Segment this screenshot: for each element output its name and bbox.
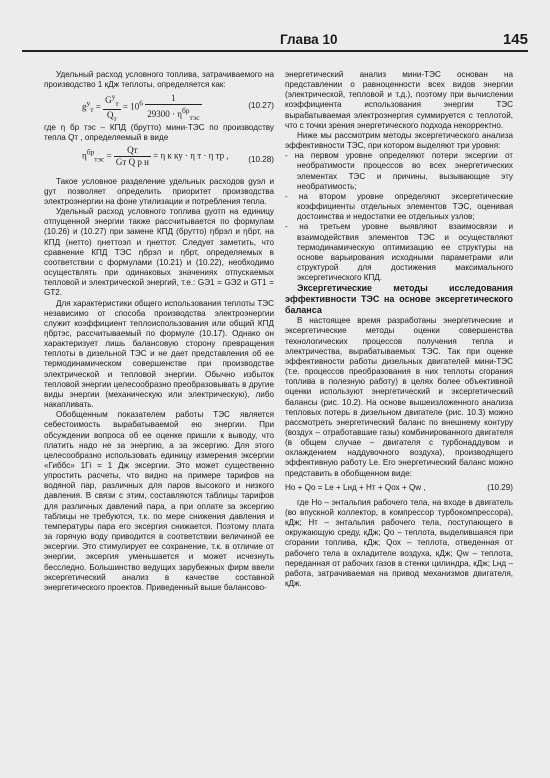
page-number: 145 xyxy=(502,31,528,48)
formula-sup: бр xyxy=(86,147,95,157)
formula-body: $g^у_т$ = $\frac{G^у_т}{Q_т}$ = $10^6$ $\frac{1}{29300 \cdot \eta^{бр}_{тэс}}$ xyxy=(82,92,200,123)
formula-sub: т xyxy=(90,105,94,115)
right-column xyxy=(285,70,513,589)
equation-number: (10.27) xyxy=(248,101,274,111)
paragraph: Удельный расход условного топлива, затрачиваемого на производство 1 кДж теплоты, определяется как: xyxy=(44,70,274,90)
formula-symbol: g xyxy=(82,101,87,112)
formula-10-28 xyxy=(44,145,274,175)
formula-equals: = 10 xyxy=(122,101,140,112)
formula-body: $\eta^{бр}_{тэс}$ = $\frac{Qт}{\text{Gт Q р н}}$ = η к ку · η т · η тр , xyxy=(82,144,229,167)
fraction xyxy=(145,93,201,123)
formula-rhs: = η к ку · η т · η тр , xyxy=(153,150,229,161)
list-item: - на первом уровне определяют потери эксергии от необратимости процессов во всех энергетических элементах ТЭС и причины, вызывающие эту необратимость; xyxy=(285,151,513,191)
paragraph: Такое условное разделение удельных расходов gуэл и gут позволяет определить приоритет производства электроэнергии на фоне утилизации и потребления тепла. xyxy=(44,176,274,206)
fraction xyxy=(114,145,151,168)
frac-top: Qт xyxy=(114,145,151,157)
frac-top: G xyxy=(105,95,112,106)
frac-bottom-sub: т xyxy=(113,113,117,123)
paragraph: Удельный расход условного топлива gуотп на единицу отпущенной энергии также рассчитывается по формулам (10.26) и (10.27) при замене КПД (брутто) ηбрэл и ηбрт, на КПД (нетто) ηнеттоэл и ηнеттот. Следует заметить, что сравнение КПД ТЭС ηбрэл и ηбрт, определяемых в соответствии с формулами (10.21) и (10.22), необходимо осуществлять при одинаковых значениях отпускаемых тепловой и электрической энергий, т.е.: GЭ1 = GЭ2 и GТ1 = GТ2. xyxy=(44,207,274,298)
frac-bottom: Q xyxy=(106,110,114,121)
frac-bottom-sub: тэс xyxy=(189,112,200,122)
frac-bottom: Gт Q р н xyxy=(115,156,149,167)
frac-top-sup: у xyxy=(111,92,116,102)
paragraph: В настоящее время разработаны энергетические и эксергетические методы оценки совершенства технологических процессов получения тепла и электричества, вырабатываемых ТЭС. Так при оценке эффективности работы дизельных двигателей мини-ТЭС (т.е. процессов преобразования в них теплоты сгорания топлива в полезную работу) в целях более объективной оценки используют энергетический и эксергетический балансы (рис. 10.2). На основе вышеизложенного анализа тепловых потерь в дизельном двигателе (рис. 10.3) можно рассмотреть энергетический баланс по внешнему контуру (воздух – отработавшие газы) комбинированного двигателя (в общем случае – двигателя с турбонаддувом и охлаждением наддувочного воздуха), производящего эффективную работу Le. Его энергетический баланс можно представить в обобщенном виде: xyxy=(285,316,513,478)
paragraph: энергетический анализ мини-ТЭС основан на представлении о равноценности всех видов энергии (электрической, тепловой и т.д.), поэтому при вычислении коэффициента использования энергии ТЭС вырабатываемая электроэнергия суммируется с теплотой, что с точки зрения энергетического подхода некорректно. xyxy=(285,70,513,130)
formula-body: Hо + Qо = Le + Lнд + Hт + Qох + Qw , xyxy=(285,482,426,492)
frac-top: 1 xyxy=(145,93,201,105)
frac-top-sub: т xyxy=(115,99,119,109)
page-header xyxy=(22,32,528,54)
equation-number: (10.28) xyxy=(248,154,274,164)
header-rule xyxy=(22,50,528,52)
list-item: - на третьем уровне выявляют взаимосвязи и взаимодействия элементов ТЭС и осуществляют термодинамическую оптимизацию ее структуры на основе варьирования исходными параметрами или структурой для достижения максимального эксергетического КПД. xyxy=(285,222,513,283)
paragraph: где η бр тэс – КПД (брутто) мини-ТЭС по производству тепла Qт , определяемый в виде xyxy=(44,123,274,143)
formula-symbol: η xyxy=(82,150,87,161)
frac-bottom-sup: бр xyxy=(181,105,190,115)
frac-bottom: 29300 · η xyxy=(147,108,182,119)
equation-number: (10.29) xyxy=(487,482,513,492)
list-item: - на втором уровне определяют эксергетические коэффициенты отдельных элементов ТЭС, оценивая достоинства и недостатки ее отдельных узлов; xyxy=(285,191,513,222)
paragraph: где Hо – энтальпия рабочего тела, на входе в двигатель (во впускной коллектор, в компрессор турбокомпрессора), кДж; Hт – энтальпия рабочего тела, поступающего в окружающую среду, кДж; Qо – теплота, выделившаяся при сгорании топлива, кДж; Qох – теплота, отведенная от рабочего тела в охладителе воздуха, кДж; Qw – теплота, переданная от рабочих газов в стенки цилиндра, кДж; Lнд – работа, затрачиваемая на привод механизмов двигателя, кДж. xyxy=(285,497,513,589)
formula-10-29 xyxy=(285,483,513,494)
paragraph: Обобщенным показателем работы ТЭС является себестоимость вырабатываемой ею энергии. При обсуждении вопроса об ее оценке пришли к выводу, что платить надо не за энергию, а за эксергию. Для этого целесообразно использовать единицу измерения эксергии «Гиббс» 1Гі = 1 Дж эксергии. Это может существенно упростить расчеты, что видно на примере тарифов на водяной пар, различных для паров высокого и низкого давления. В связи с этим, составляются таблицы тарифов для различных давлений пара, а при оплате за эксергию таблицы не требуются, т.к. по мере снижения давления и температуры пара его эксергия снижается. Поэтому плата за горячую воду приводится в соответствии величиной ее эксергии. Это стимулирует ее сохранение, т.к. в отличие от энергии, эксергия уменьшается и может исчезнуть бесследно. Большинство ведущих зарубежных фирм ввели эксергетический анализ в качестве составной энергетического проектов. Приведенный выше балансово- xyxy=(44,410,274,592)
left-column xyxy=(44,70,274,593)
formula-sub: тэс xyxy=(94,153,105,163)
fraction xyxy=(103,91,121,124)
chapter-title: Глава 10 xyxy=(280,32,338,47)
section-heading: Эксергетические методы исследования эффективности ТЭС на основе эксергетического баланса xyxy=(285,283,513,316)
formula-sup: у xyxy=(86,98,91,108)
paragraph: Ниже мы рассмотрим методы эксергетического анализа эффективности ТЭС, при котором выделяют три уровня: xyxy=(285,130,513,151)
formula-power: 6 xyxy=(139,98,143,108)
paragraph: Для характеристики общего использования теплоты ТЭС независимо от способа производства электроэнергии служит коэффициент теплоиспользования или общий КПД ηбртэс, рассчитываемый по формуле (10.17). Однако он характеризует лишь балансовую сторону превращения теплоты в дизельной ТЭС и не дает представления об ее термодинамическом совершенстве при производстве электрической и тепловой энергии. Обычно избыток тепловой энергии целесообразно преобразовывать в другие виды энергии (механическую или электрическую), либо накапливать. xyxy=(44,298,274,410)
formula-10-27 xyxy=(44,91,274,121)
